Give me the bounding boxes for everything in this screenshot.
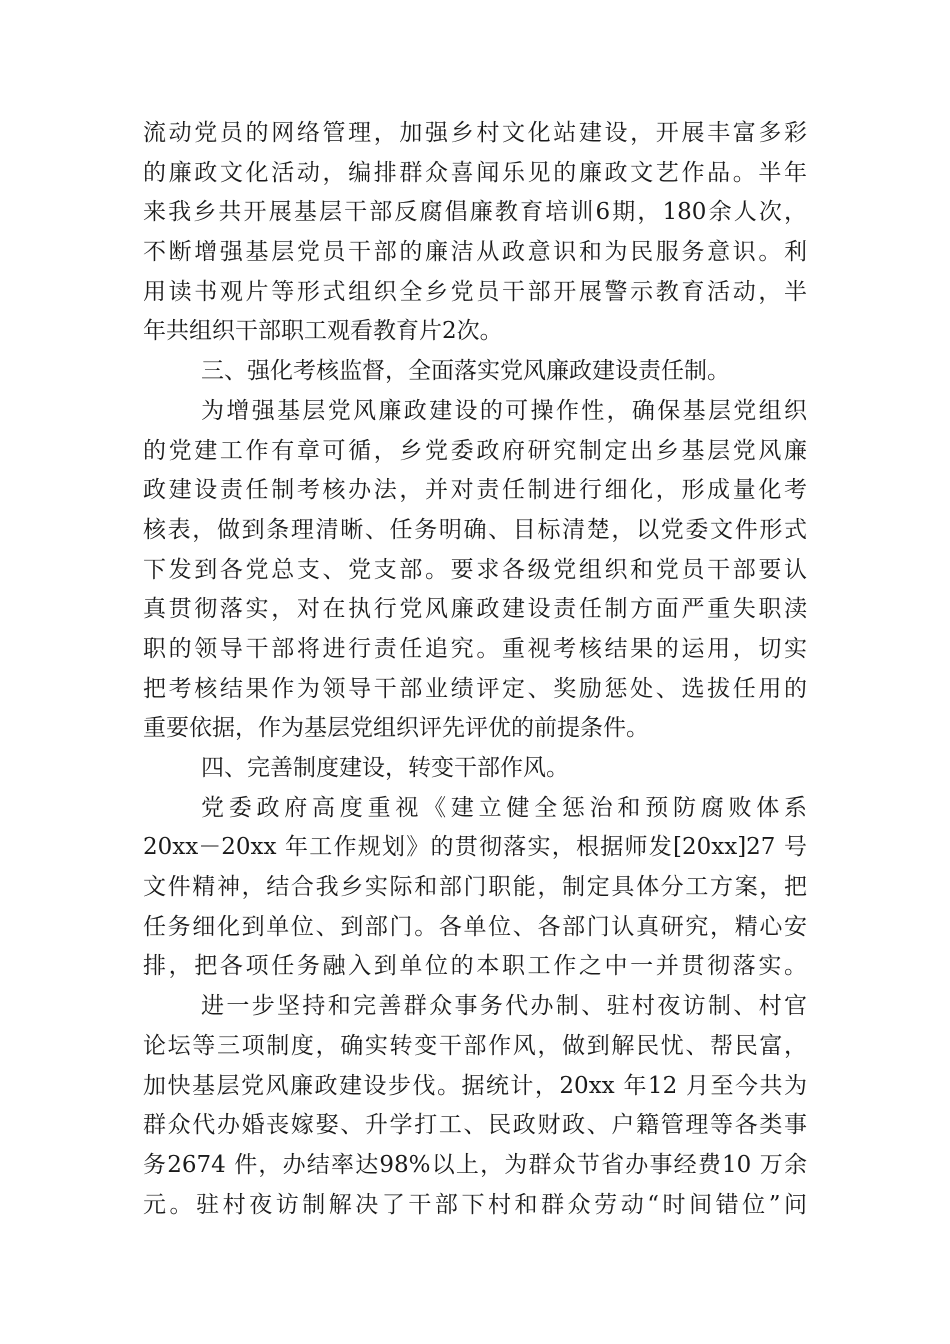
text-line: 加快基层党风廉政建设步伐。据统计，20xx 年12 月至今共为 <box>143 1072 807 1099</box>
section-heading-3 <box>143 352 807 392</box>
text-line: 任务细化到单位、到部门。各单位、各部门认真研究，精心安 <box>143 913 807 940</box>
heading-text: 三、强化考核监督，全面落实党风廉政建设责任制。 <box>201 358 730 385</box>
text-line: 进一步坚持和完善群众事务代办制、驻村夜访制、村官 <box>201 993 807 1020</box>
text-line: 论坛等三项制度，确实转变干部作风，做到解民忧、帮民富， <box>143 1032 807 1059</box>
text-line: 把考核结果作为领导干部业绩评定、奖励惩处、选拔任用的 <box>143 675 807 702</box>
paragraph-4 <box>143 987 807 1225</box>
text-line: 20xx－20xx 年工作规划》的贯彻落实，根据师发[20xx]27 号 <box>143 834 807 861</box>
paragraph-1 <box>143 114 807 352</box>
text-line: 流动党员的网络管理，加强乡村文化站建设，开展丰富多彩 <box>143 120 807 146</box>
paragraph-2 <box>143 392 807 749</box>
text-line: 核表，做到条理清晰、任务明确、目标清楚，以党委文件形式 <box>143 516 807 543</box>
text-line: 年共组织干部职工观看教育片2次。 <box>143 318 503 345</box>
section-heading-4 <box>143 749 807 789</box>
text-line: 重要依据，作为基层党组织评先评优的前提条件。 <box>143 715 649 742</box>
text-line: 真贯彻落实，对在执行党风廉政建设责任制方面严重失职渎 <box>143 596 807 623</box>
text-line: 为增强基层党风廉政建设的可操作性，确保基层党组织 <box>201 397 807 424</box>
heading-text: 四、完善制度建设，转变干部作风。 <box>201 755 569 781</box>
text-line: 群众代办婚丧嫁娶、升学打工、民政财政、户籍管理等各类事 <box>143 1112 807 1139</box>
text-line: 来我乡共开展基层干部反腐倡廉教育培训6期，180余人次， <box>143 199 807 226</box>
text-line: 文件精神，结合我乡实际和部门职能，制定具体分工方案，把 <box>143 874 807 901</box>
text-line: 务2674 件，办结率达98%以上，为群众节省办事经费10 万余 <box>143 1151 807 1178</box>
text-line: 党委政府高度重视《建立健全惩治和预防腐败体系 <box>201 794 807 821</box>
text-line: 政建设责任制考核办法，并对责任制进行细化，形成量化考 <box>143 477 807 504</box>
text-line: 下发到各党总支、党支部。要求各级党组织和党员干部要认 <box>143 556 807 583</box>
text-line: 排，把各项任务融入到单位的本职工作之中一并贯彻落实。 <box>143 953 807 980</box>
text-line: 用读书观片等形式组织全乡党员干部开展警示教育活动，半 <box>143 278 807 305</box>
text-line: 的廉政文化活动，编排群众喜闻乐见的廉政文艺作品。半年 <box>143 159 807 186</box>
text-line: 职的领导干部将进行责任追究。重视考核结果的运用，切实 <box>143 635 807 662</box>
text-line: 元。驻村夜访制解决了干部下村和群众劳动“时间错位”问 <box>143 1191 807 1218</box>
text-line: 的党建工作有章可循，乡党委政府研究制定出乡基层党风廉 <box>143 437 807 464</box>
document-body <box>143 114 807 1225</box>
paragraph-3 <box>143 789 807 987</box>
text-line: 不断增强基层党员干部的廉洁从政意识和为民服务意识。利 <box>143 239 807 266</box>
